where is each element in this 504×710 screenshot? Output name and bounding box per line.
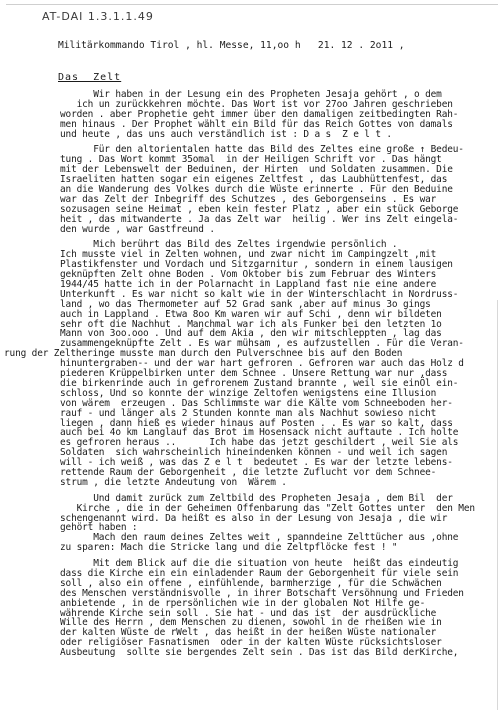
text-line: auch in Lappland . Etwa 8oo Km waren wir auf Schi , denn wir bildeten: [60, 308, 442, 320]
text-line: piederen Krüppelbirken unter dem Schnee . Unsere Rettung war nur ,dass: [60, 368, 448, 380]
text-line: soll , also ein offene , einfühlende, barmherzige , für die Schwächen: [60, 577, 442, 589]
archive-stamp: AT-DAI 1.3.1.1.49: [42, 10, 154, 23]
text-line: hinuntergraben-- und der war hart gefroren . Gefroren war auch das Holz d: [60, 358, 464, 370]
text-line: Mich berührt das Bild des Zeltes irgendwie persönlich .: [60, 239, 398, 251]
text-line: Unterkunft . Es war nicht so kalt wie in der Winterschlacht in Nordruss-: [60, 288, 459, 300]
text-line: Mann von 3oo.ooo . Und auf dem Akia , den wir mitschleppten , lag das: [60, 328, 442, 340]
text-line: 1944/45 hatte ich in der Polarnacht in Lappland fast nie eine andere: [60, 279, 437, 291]
text-line: von wärem erzeugen . Das Schlimmste war die Kälte vom Schneeboden her-: [60, 397, 453, 409]
text-line: Ausbeutung sollte sie bergendes Zelt sein . Das ist das Bild derKirche,: [60, 647, 459, 659]
text-line: land , wo das Thermometer auf 52 Grad sank ,aber auf minus 3o gings: [60, 298, 431, 310]
text-line: die birkenrinde auch in gefrorenem Zustand brannte , weil sie einÖl ein-: [60, 377, 459, 389]
text-line: und heute , das uns auch verständlich ist : D a s Z e l t .: [60, 128, 392, 140]
text-line: es gefroren heraus .. Ich habe das jetzt geschildert , weil Sie als: [60, 437, 459, 449]
scan-edge-mark: [497, 300, 498, 710]
text-line: rung der Zeltheringe musste man durch den Pulverschnee bis auf den Boden: [4, 348, 403, 360]
text-line: des Menschen verständnisvolle , in ihrer Botschaft Versöhnung und Frieden: [60, 587, 464, 599]
text-line: liegen , dann hieß es wieder hinaus auf Posten . . Es war so kalt, dass: [60, 417, 453, 429]
text-line: währende Kirche sein soll . Sie hat - und das ist der ausdrückliche: [60, 607, 437, 619]
text-line: zusammengeknüpfte Zelt . Es war mühsam , es aufzustellen . Für die Veran-: [60, 338, 464, 350]
text-line: heit , das mitwanderte . Ja das Zelt war heilig . Wer ins Zelt eingela-: [60, 213, 459, 225]
text-line: men hinaus . Der Prophet wählt ein Bild für das Reich Gottes von damals: [60, 118, 453, 130]
text-line: Mach den raum deines Zeltes weit , spanndeine Zelttücher aus ,ohne: [60, 532, 459, 544]
text-line: Mit dem Blick auf die die situation von heute heißt das eindeutig: [60, 558, 459, 570]
text-line: will - ich weiß , was das Z e l t bedeutet . Es war der letzte lebens-: [60, 457, 453, 469]
text-line: oder religiöser Fasnatismen oder in der kalten Wüste rücksichtsloser: [60, 637, 442, 649]
text-line: schengenannt wird. Da heißt es also in der Lesung von Jesaja , die wir: [60, 512, 448, 524]
text-line: schloss, Und so konnte der winzige Zeltofen wenigstens eine Illusion: [60, 387, 437, 399]
document-header: Militärkommando Tirol , hl. Messe, 11,oo h 21. 12 . 2o11 ,: [58, 40, 405, 51]
text-line: war das Zelt der Inbegriff des Schutzes , des Geborgenseins . Es war: [60, 193, 437, 205]
document-body: [4, 84, 502, 659]
text-line: sehr oft die Nachhut . Manchmal war ich als Funker bei den letzten 1o: [60, 318, 442, 330]
text-line: sozusagen seine Heimat , eben kein fester Platz , aber ein stück Geborge: [60, 203, 459, 215]
text-line: strum , die letzte Andeutung von Wärem .: [60, 476, 287, 488]
text-line: mit der Lebenswelt der Beduinen, der Hirten und Soldaten zusammen. Die: [60, 164, 453, 176]
text-line: Plastikfenster und Vordach und Sitzgarnitur , sondern in einem lausigen: [60, 259, 453, 271]
text-line: anbietende , in de rpersönlichen wie in der globalen Not Hilfe ge-: [60, 597, 426, 609]
text-line: Ich musste viel in Zelten wohnen, und zwar nicht im Campingzelt ,mit: [60, 249, 437, 261]
text-line: rettende Raum der Geborgenheit , die letzte Zuflucht vor dem Schnee-: [60, 466, 437, 478]
text-line: zu sparen: Mach die Stricke lang und die Zeltpflöcke fest ! ": [60, 542, 398, 554]
text-line: geknüpften Zelt ohne Boden . Vom Oktober bis zum Februar des Winters: [60, 269, 437, 281]
text-line: ich un zurückkehren möchte. Das Wort ist vor 27oo Jahren geschrieben: [60, 98, 453, 110]
text-line: worden . aber Prophetie geht immer über den damaligen zeitbedingten Rah-: [60, 108, 459, 120]
text-line: an die Wanderung des Volkes durch die Wüste erinnerte . Für den Beduine: [60, 184, 453, 196]
page-edge: [6, 4, 498, 5]
text-line: tung . Das Wort kommt 35omal in der Heiligen Schrift vor . Das hängt: [60, 154, 442, 166]
text-line: den wurde , war Gastfreund .: [60, 223, 215, 235]
text-line: rauf - und länger als 2 Stunden konnte man als Nachhut sowieso nicht: [60, 407, 437, 419]
text-line: Für den altorientalen hatte das Bild des Zeltes eine große ↑ Bedeu-: [60, 144, 464, 156]
text-line: Wir haben in der Lesung ein des Propheten Jesaja gehört , o dem: [60, 89, 442, 100]
text-line: der kalten Wüste de rWelt , das heißt in der heißen Wüste nationaler: [60, 627, 437, 639]
text-line: Soldaten sich wahrscheinlich hineindenken können - und weil ich sagen: [60, 447, 448, 459]
text-line: Kirche , die in der Geheimen Offenbarung das "Zelt Gottes unter den Men: [60, 502, 475, 514]
text-line: Israeliten hatten sogar ein eigenes Zeltfest , das Laubhüttenfest, das: [60, 174, 448, 186]
text-line: Wille des Herrn , dem Menschen zu dienen, sowohl in de rheißen wie in: [60, 617, 442, 629]
text-line: gehört haben :: [60, 522, 138, 534]
text-line: Und damit zurück zum Zeltbild des Propheten Jesaja , dem Bil der: [60, 492, 453, 504]
text-line: dass die Kirche ein ein einladender Raum der Geborgenheit für viele sein: [60, 567, 459, 579]
document-title: Das Zelt: [58, 72, 122, 83]
text-line: auch bei 4o km Langlauf das Brot im Hosensack nicht auftaute . Ich holte: [60, 427, 459, 439]
